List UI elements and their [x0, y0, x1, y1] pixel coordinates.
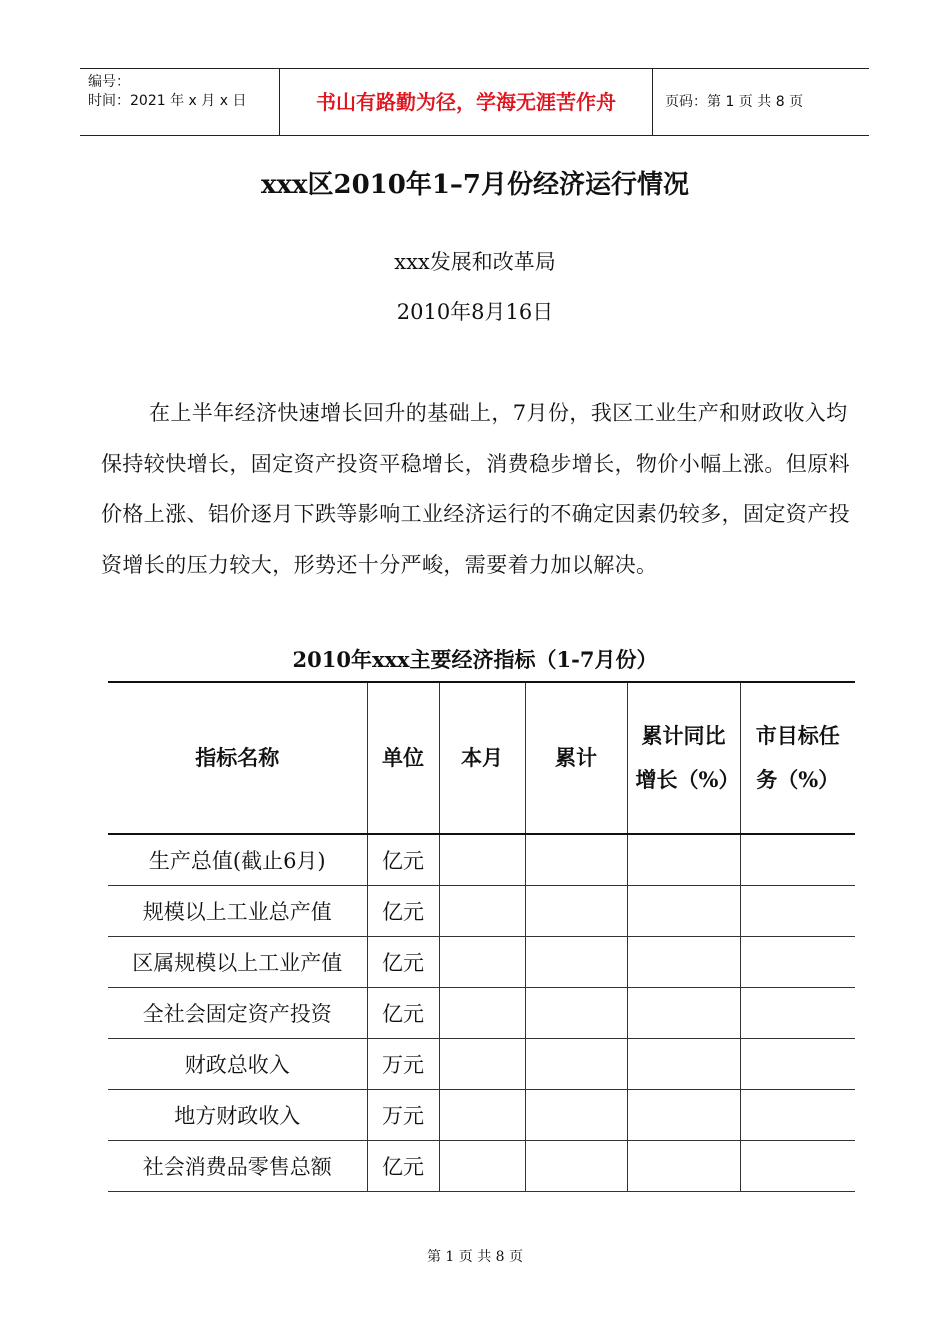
header-unit: 单位: [367, 682, 439, 834]
yoy-value: [627, 988, 740, 1039]
document-org: xxx发展和改革局: [394, 250, 556, 274]
cumulative-value: [525, 886, 627, 937]
month-value: [439, 834, 525, 886]
indicator-name: 地方财政收入: [108, 1090, 367, 1141]
indicator-name: 规模以上工业总产值: [108, 886, 367, 937]
month-value: [439, 937, 525, 988]
yoy-value: [627, 937, 740, 988]
page-footer: 第 1 页 共 8 页: [426, 1249, 524, 1265]
page-header: [80, 68, 869, 136]
indicator-name: 财政总收入: [108, 1039, 367, 1090]
cumulative-value: [525, 1039, 627, 1090]
header-page-label: 页码：第 1 页 共 8 页: [665, 94, 804, 110]
target-value: [740, 988, 855, 1039]
indicator-name: 社会消费品零售总额: [108, 1141, 367, 1192]
month-value: [439, 886, 525, 937]
month-value: [439, 988, 525, 1039]
table-row: [108, 1039, 855, 1090]
indicator-unit: 亿元: [367, 886, 439, 937]
document-title: xxx区2010年1–7月份经济运行情况: [260, 170, 690, 200]
table-row: [108, 1141, 855, 1192]
time-label: 时间：2021 年 x 月 x 日: [88, 93, 247, 109]
target-value: [740, 1039, 855, 1090]
table-title: 2010年xxx主要经济指标（1-7月份）: [292, 647, 658, 672]
indicator-unit: 亿元: [367, 988, 439, 1039]
header-meta: [80, 69, 279, 135]
indicator-name: 区属规模以上工业产值: [108, 937, 367, 988]
body-paragraph: [101, 388, 851, 590]
table-row: [108, 988, 855, 1039]
target-value: [740, 886, 855, 937]
target-value: [740, 1090, 855, 1141]
header-yoy-growth: 累计同比增长（%）: [627, 682, 740, 834]
table-header-row: [108, 682, 855, 834]
indicator-unit: 亿元: [367, 834, 439, 886]
cumulative-value: [525, 834, 627, 886]
yoy-value: [627, 1039, 740, 1090]
paragraph-text: 在上半年经济快速增长回升的基础上，7月份，我区工业生产和财政收入均保持较快增长，固定资产投资平稳增长，消费稳步增长，物价小幅上涨。但原料价格上涨、铝价逐月下跌等影响工业经济运行的不确定因素仍较多，固定资产投资增长的压力较大，形势还十分严峻，需要着力加以解决。: [101, 401, 850, 577]
indicator-unit: 亿元: [367, 1141, 439, 1192]
document-date: 2010年8月16日: [396, 300, 554, 324]
indicator-name: 生产总值(截止6月): [108, 834, 367, 886]
header-indicator-name: 指标名称: [108, 682, 367, 834]
table-row: [108, 834, 855, 886]
yoy-value: [627, 834, 740, 886]
month-value: [439, 1090, 525, 1141]
indicator-unit: 万元: [367, 1039, 439, 1090]
target-value: [740, 937, 855, 988]
target-value: [740, 1141, 855, 1192]
cumulative-value: [525, 1090, 627, 1141]
header-this-month: 本月: [439, 682, 525, 834]
header-cumulative: 累计: [525, 682, 627, 834]
number-label: 编号：: [88, 74, 130, 90]
month-value: [439, 1141, 525, 1192]
header-slogan: 书山有路勤为径，学海无涯苦作舟: [279, 69, 653, 135]
indicator-name: 全社会固定资产投资: [108, 988, 367, 1039]
yoy-value: [627, 886, 740, 937]
indicator-unit: 亿元: [367, 937, 439, 988]
yoy-value: [627, 1090, 740, 1141]
cumulative-value: [525, 988, 627, 1039]
indicator-unit: 万元: [367, 1090, 439, 1141]
table-row: [108, 937, 855, 988]
month-value: [439, 1039, 525, 1090]
cumulative-value: [525, 1141, 627, 1192]
table-row: [108, 886, 855, 937]
indicator-table: [108, 681, 855, 1192]
yoy-value: [627, 1141, 740, 1192]
cumulative-value: [525, 937, 627, 988]
target-value: [740, 834, 855, 886]
header-city-target: 市目标任务（%）: [740, 682, 855, 834]
table-row: [108, 1090, 855, 1141]
